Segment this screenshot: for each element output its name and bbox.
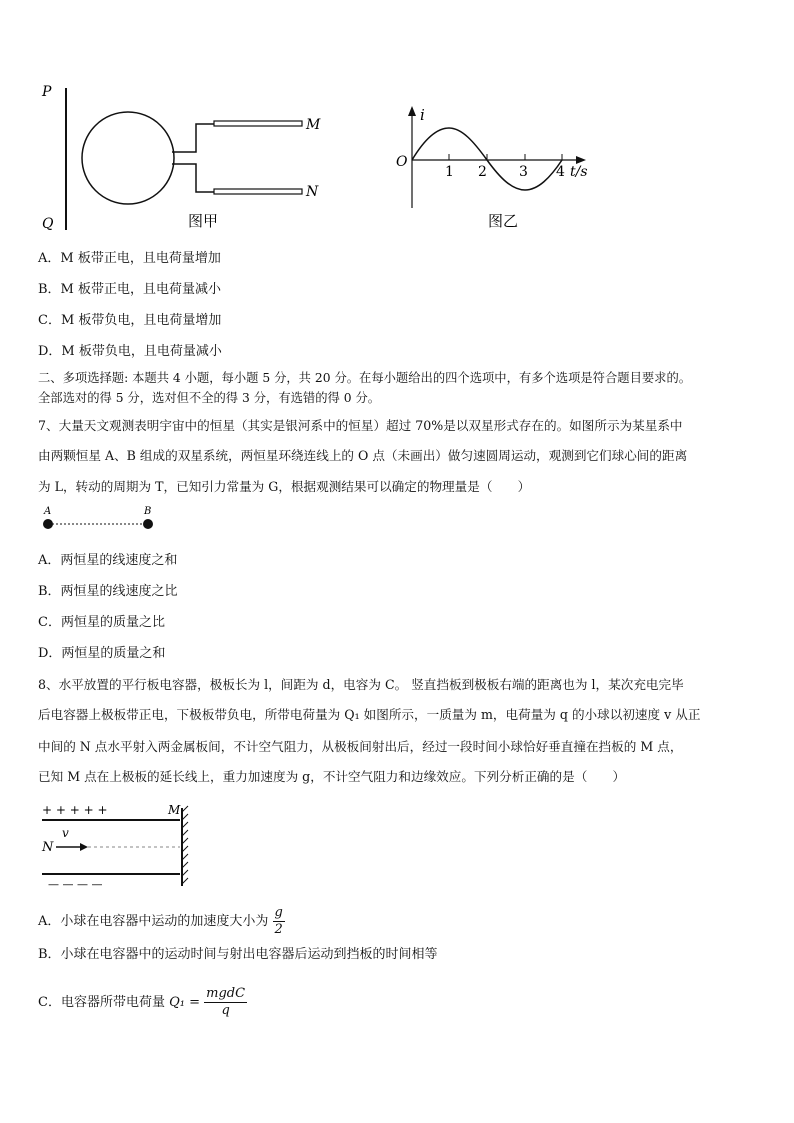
q7-option-b: B．两恒星的线速度之比 <box>38 584 178 599</box>
figure-binary-stars <box>38 504 168 534</box>
plus-charges: + + + + + <box>42 803 108 817</box>
caption-yi: 图乙 <box>488 212 519 230</box>
q6-option-d: D．M 板带负电，且电荷量减小 <box>38 344 222 359</box>
label-N-point: N <box>42 840 54 855</box>
caption-jia: 图甲 <box>188 212 219 230</box>
t-axis-label: t/s <box>570 164 588 180</box>
star-A-label: A <box>44 506 52 517</box>
plate-N <box>214 189 302 194</box>
q8-line4: 已知 M 点在上极板的延长线上，重力加速度为 g，不计空气阻力和边缘效应。下列分析正确的是（ ） <box>38 769 626 784</box>
label-Q: Q <box>42 216 54 232</box>
fraction-den: 2 <box>274 922 283 937</box>
q6-option-a: A．M 板带正电，且电荷量增加 <box>38 251 221 266</box>
q8-line2: 后电容器上极板带正电，下极板带负电，所带电荷量为 Q₁ 如图所示，一质量为 m，电荷量为 q 的小球以初速度 v 从正 <box>38 707 701 722</box>
q7-line3: 为 L，转动的周期为 T，已知引力常量为 G，根据观测结果可以确定的物理量是（ ） <box>38 479 531 494</box>
fraction-den: q <box>221 1003 230 1018</box>
tick-label-2: 2 <box>478 164 487 180</box>
figure-capacitor <box>40 800 200 892</box>
figure-yi <box>392 80 612 240</box>
fraction-num: g <box>274 905 283 920</box>
label-M: M <box>306 117 321 133</box>
section2-line2: 全部选对的得 5 分，选对但不全的得 3 分，有选错的得 0 分。 <box>38 391 381 405</box>
label-O: O <box>396 154 408 170</box>
star-A <box>43 519 53 529</box>
q8-option-c-text: C．电容器所带电荷量 <box>38 995 170 1010</box>
fraction-num: mgdC <box>206 986 246 1001</box>
label-i: i <box>420 106 425 124</box>
q7-option-c: C．两恒星的质量之比 <box>38 615 165 630</box>
i-axis-arrow-icon <box>408 106 416 116</box>
tick-label-4: 4 <box>556 164 565 180</box>
lead-wires <box>172 124 214 192</box>
q8-option-a <box>38 905 285 938</box>
q8-option-c <box>38 986 247 1019</box>
plate-M <box>214 121 302 126</box>
tick-label-3: 3 <box>519 164 528 180</box>
q8-line3: 中间的 N 点水平射入两金属板间，不计空气阻力，从极板间射出后，经过一段时间小球恰好垂直撞在挡板的 M 点， <box>38 739 683 754</box>
t-axis-arrow-icon <box>576 156 586 164</box>
q8-line1: 8、水平放置的平行板电容器，极板长为 l，间距为 d，电容为 C。 竖直挡板到极板右端的距离也为 l，某次充电完毕 <box>38 677 684 692</box>
fraction-g-over-2 <box>273 905 285 938</box>
q8-option-c-lhs: Q₁ = <box>169 995 200 1010</box>
minus-charges: — — — — <box>48 878 103 891</box>
tick-label-1: 1 <box>445 164 454 180</box>
velocity-label: v <box>62 826 69 840</box>
label-M-point: M <box>168 803 181 817</box>
star-B <box>143 519 153 529</box>
q7-line2: 由两颗恒星 A、B 组成的双星系统，两恒星环绕连线上的 O 点（未画出）做匀速圆周运动，观测到它们球心间的距离 <box>38 448 688 463</box>
q8-option-a-text: A．小球在电容器中运动的加速度大小为 <box>38 914 269 929</box>
section2-line1: 二、多项选择题: 本题共 4 小题，每小题 5 分，共 20 分。在每小题给出的四个选项中，有多个选项是符合题目要求的。 <box>38 371 692 385</box>
q7-option-d: D．两恒星的质量之和 <box>38 646 166 661</box>
velocity-arrowhead-icon <box>80 843 88 851</box>
q7-line1: 7、大量天文观测表明宇宙中的恒星（其实是银河系中的恒星）超过 70%是以双星形式存在的。如图所示为某星系中 <box>38 418 683 433</box>
star-B-label: B <box>144 506 152 517</box>
label-N: N <box>306 184 319 200</box>
q6-option-b: B．M 板带正电，且电荷量减小 <box>38 282 221 297</box>
q7-option-a: A．两恒星的线速度之和 <box>38 553 178 568</box>
q8-option-b: B．小球在电容器中的运动时间与射出电容器后运动到挡板的时间相等 <box>38 947 438 962</box>
label-P: P <box>42 84 52 100</box>
q6-option-c: C．M 板带负电，且电荷量增加 <box>38 313 222 328</box>
fraction-mgdC-over-q <box>204 986 247 1019</box>
figure-jia <box>36 80 336 240</box>
coil-loop <box>82 112 174 204</box>
